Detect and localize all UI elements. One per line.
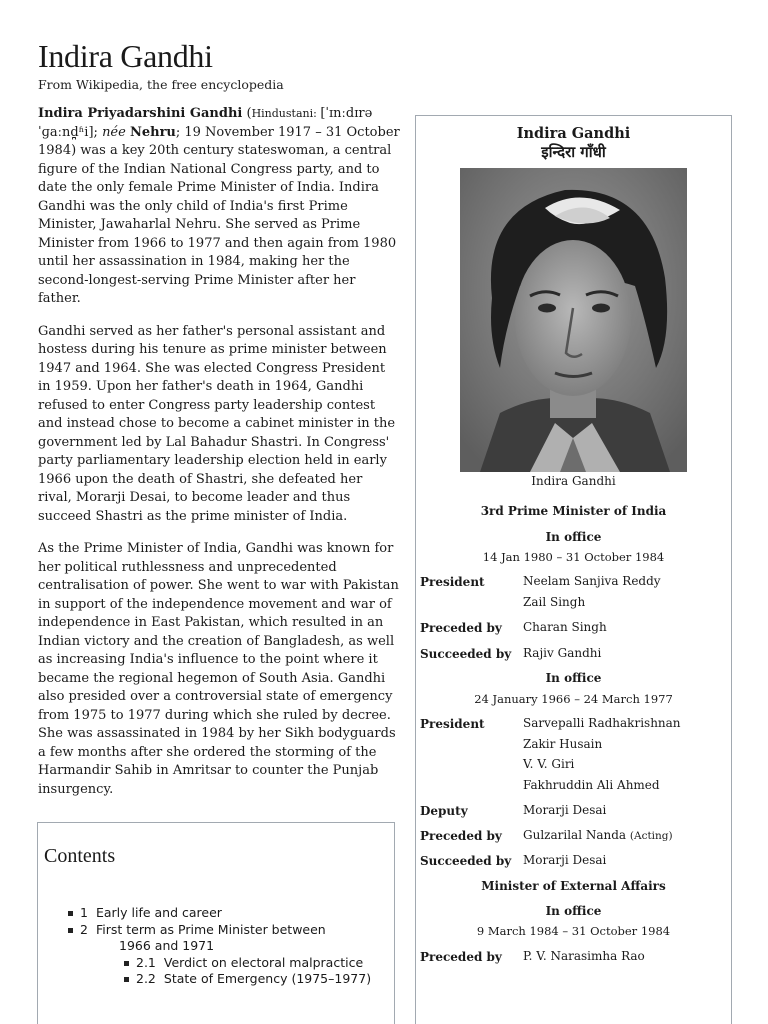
paragraph-3: As the Prime Minister of India, Gandhi was known for her political ruthlessness and unprecedented centralisation of power. She went to war with Pakistan in support of the independence movement and war of independence in East Pakistan, which resulted in an Indian victory and the creation of Bangladesh, as well as increasing India's influence to the point where it became the regional hegemon of South Asia. Gandhi also presided over a controversial state of emergency from 1975 to 1977 during which she ruled by decree. She was assassinated in 1984 by her Sikh bodyguards a few months after she ordered the storming of the Harmandir Sahib in Amritsar to counter the Punjab insurgency. bbox=[38, 541, 399, 797]
toc-item[interactable]: 2.2 State of Emergency (1975–1977) bbox=[124, 971, 388, 988]
president-link[interactable]: Zakir Husain bbox=[523, 736, 603, 751]
term-dates: 24 January 1966 – 24 March 1977 bbox=[474, 692, 673, 706]
president-value bbox=[523, 713, 681, 795]
subject-name: Indira Priyadarshini Gandhi bbox=[38, 106, 243, 121]
article-body bbox=[38, 105, 400, 813]
preceded-by-value bbox=[523, 825, 673, 847]
deputy-link[interactable]: Morarji Desai bbox=[523, 803, 607, 817]
toc-list bbox=[68, 905, 388, 988]
toc-item[interactable]: 2.1 Verdict on electoral malpractice bbox=[124, 955, 388, 972]
preceded-by-link[interactable]: Charan Singh bbox=[523, 620, 607, 634]
page-subtitle: From Wikipedia, the free encyclopedia bbox=[38, 77, 284, 92]
succeeded-by-label: Succeeded by bbox=[420, 647, 512, 661]
page-title: Indira Gandhi bbox=[38, 38, 213, 74]
intro-paragraph: Indira Priyadarshini Gandhi (Hindustani: [ˈɪnːdɪrə ˈɡaːnd̪ʱi]; née Nehru; 19 November 1917 – 31 October 1984) was a key 20th century stateswoman, a central figure of the Indian National Congress party, and to date the only female Prime Minister of India. Indira Gandhi was the only child of India's first Prime Minister, Jawaharlal Nehru. She served as Prime Minister from 1966 to 1977 and then again from 1980 until her assassination in 1984, making her the second-longest-serving Prime Minister after her father. bbox=[38, 106, 400, 306]
succeeded-by-link[interactable]: Morarji Desai bbox=[523, 853, 607, 867]
succeeded-by-link[interactable]: Rajiv Gandhi bbox=[523, 646, 602, 660]
table-of-contents bbox=[37, 822, 395, 1024]
preceded-by-link[interactable]: P. V. Narasimha Rao bbox=[523, 949, 645, 963]
language-link[interactable]: Hindustani bbox=[251, 107, 314, 120]
infobox-title: Indira Gandhi इन्दिरा गाँधी bbox=[416, 124, 731, 162]
term-dates: 14 Jan 1980 – 31 October 1984 bbox=[482, 550, 665, 564]
in-office-heading: In office bbox=[545, 671, 602, 685]
preceded-by-label: Preceded by bbox=[420, 621, 502, 635]
infobox bbox=[415, 115, 732, 1024]
preceded-by-label: Preceded by bbox=[420, 950, 502, 964]
toc-sublist bbox=[80, 955, 388, 988]
in-office-heading: In office bbox=[545, 904, 602, 918]
toc-item[interactable]: 2 First term as Prime Minister between 1966 and 1971 2.1 Verdict on electoral malpractice 2.2 State of Emergency (1975–1977) bbox=[68, 922, 388, 988]
president-link[interactable]: Neelam Sanjiva Reddy bbox=[523, 574, 661, 588]
president-link[interactable]: V. V. Giri bbox=[523, 757, 575, 771]
deputy-label: Deputy bbox=[420, 804, 468, 818]
portrait-image[interactable] bbox=[460, 168, 687, 472]
president-link[interactable]: Fakhruddin Ali Ahmed bbox=[523, 777, 660, 792]
preceded-by-label: Preceded by bbox=[420, 829, 502, 843]
portrait-caption: Indira Gandhi bbox=[531, 474, 616, 488]
president-link[interactable]: Zail Singh bbox=[523, 594, 586, 609]
preceded-by-link[interactable]: Gulzarilal Nanda bbox=[523, 828, 627, 842]
toc-title: Contents bbox=[44, 845, 116, 867]
pronunciation-ipa: [ˈɪnːdɪrə ˈɡaːnd̪ʱi] bbox=[38, 106, 373, 140]
toc-item[interactable]: 1 Early life and career bbox=[68, 905, 388, 922]
succeeded-by-label: Succeeded by bbox=[420, 854, 512, 868]
in-office-heading: In office bbox=[545, 530, 602, 544]
nee-label: née bbox=[102, 124, 126, 140]
office-title-external-affairs[interactable]: Minister of External Affairs bbox=[481, 879, 666, 893]
president-label: President bbox=[420, 575, 485, 589]
president-label: President bbox=[420, 717, 485, 731]
term-dates: 9 March 1984 – 31 October 1984 bbox=[476, 924, 671, 938]
paragraph-2: Gandhi served as her father's personal assistant and hostess during his tenure as prime minister between 1947 and 1964. She was elected Congress President in 1959. Upon her father's death in 1964, Gandhi refused to enter Congress party leadership contest and instead chose to become a cabinet minister in the government led by Lal Bahadur Shastri. In Congress' party parliamentary leadership election held in early 1966 upon the death of Shastri, she defeated her rival, Morarji Desai, to become leader and thus succeed Shastri as the prime minister of India. bbox=[38, 323, 396, 524]
office-title-pm[interactable]: 3rd Prime Minister of India bbox=[480, 504, 667, 518]
president-link[interactable]: Sarvepalli Radhakrishnan bbox=[523, 716, 681, 730]
acting-note: (Acting) bbox=[629, 830, 673, 842]
intro-text: ; 19 November 1917 – 31 October 1984) was a key 20th century stateswoman, a central figure of the Indian National Congress party, and to date the only female Prime Minister of India. Indira Gandhi was the only child of India's first Prime Minister, Jawaharlal Nehru. She served as Prime Minister from 1966 to 1977 and then again from 1980 until her assassination in 1984, making her the second-longest-serving Prime Minister after her father. bbox=[38, 124, 400, 306]
native-name: इन्दिरा गाँधी bbox=[541, 143, 606, 161]
portrait-icon bbox=[460, 168, 687, 472]
president-value bbox=[523, 571, 661, 612]
birth-name: Nehru bbox=[129, 124, 176, 140]
